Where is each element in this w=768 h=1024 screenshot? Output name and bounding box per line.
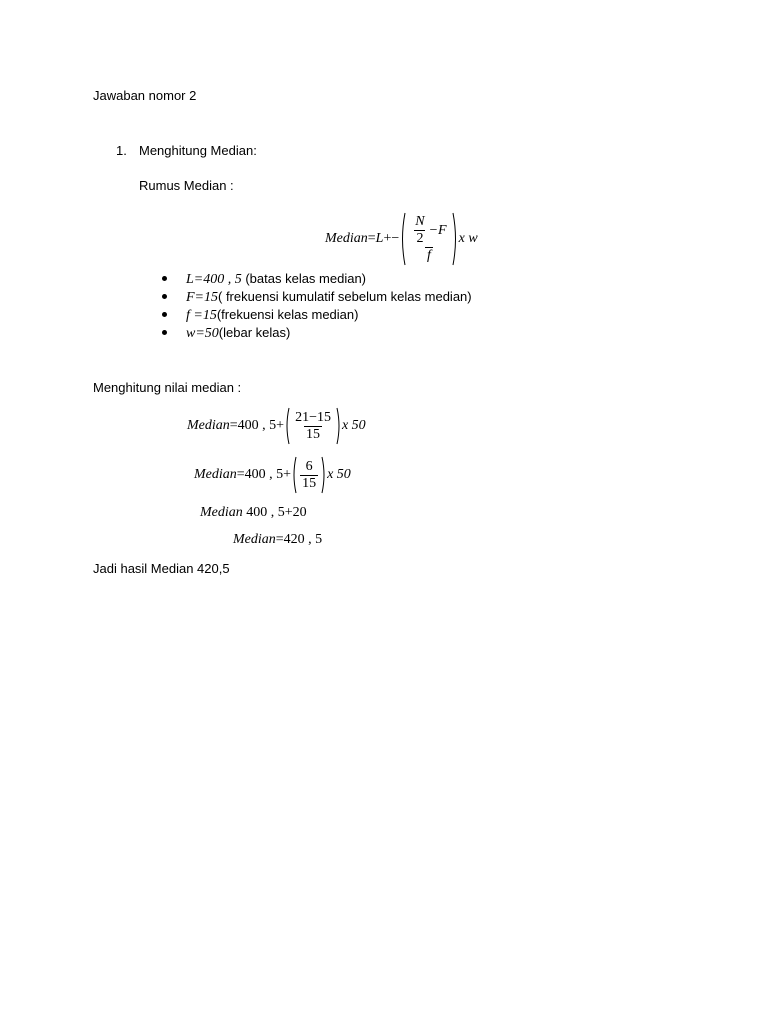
- item-title: Menghitung Median:: [139, 143, 257, 158]
- formula-label: Rumus Median :: [139, 178, 234, 193]
- left-paren: [284, 407, 291, 445]
- formula-plus: +−: [383, 231, 400, 246]
- calc-step-4: [233, 532, 322, 548]
- bullet-text: (frekuensi kelas median): [216, 307, 359, 322]
- step-denominator: 15: [302, 475, 317, 491]
- bullet-text: ( frekuensi kumulatif sebelum kelas median): [218, 289, 472, 304]
- formula-xw: x w: [458, 231, 478, 246]
- left-paren: [291, 456, 298, 494]
- outer-fraction: [409, 214, 448, 264]
- step-rhs: =420 , 5: [275, 532, 323, 547]
- step-post: x 50: [341, 418, 366, 433]
- step-lhs: Median: [200, 505, 243, 520]
- right-paren: [335, 407, 342, 445]
- outer-numerator: [409, 214, 448, 247]
- step-numerator: 6: [305, 458, 313, 474]
- bullet-math: f =15: [186, 308, 217, 323]
- bullet-text: (lebar kelas): [218, 325, 291, 340]
- median-formula: [325, 212, 478, 266]
- formula-lhs: Median: [325, 231, 368, 246]
- bullet-math: L=400 , 5: [186, 272, 242, 287]
- bullet-dot: [162, 330, 167, 335]
- step-fraction: [293, 410, 333, 443]
- step-lhs: Median: [233, 532, 276, 547]
- formula-eq: =: [367, 231, 376, 246]
- step-rhs: =400 , 5+: [229, 418, 285, 433]
- bullet-item-L: [186, 271, 366, 288]
- inner-denominator: 2: [416, 231, 424, 246]
- bullet-math: w=50: [186, 326, 219, 341]
- bullet-item-f: [186, 307, 358, 324]
- step-lhs: Median: [187, 418, 230, 433]
- right-paren: [451, 212, 459, 266]
- heading: Jawaban nomor 2: [93, 88, 197, 103]
- step-lhs: Median: [194, 467, 237, 482]
- calc-step-2: [194, 456, 351, 494]
- inner-numerator: N: [415, 214, 425, 229]
- outer-denominator: f: [426, 248, 431, 263]
- step-rhs: =400 , 5+: [236, 467, 292, 482]
- bullet-item-w: [186, 325, 290, 342]
- left-paren: [399, 212, 407, 266]
- step-denominator: 15: [306, 426, 321, 442]
- step-numerator: 21−15: [295, 409, 331, 425]
- minus-F: −F: [428, 222, 447, 238]
- step-fraction: [300, 459, 318, 492]
- calc-label: Menghitung nilai median :: [93, 380, 242, 395]
- calc-step-3: [200, 505, 307, 521]
- bullet-math: F=15: [186, 290, 218, 305]
- bullet-dot: [162, 294, 167, 299]
- bullet-item-F: [186, 289, 472, 306]
- right-paren: [320, 456, 327, 494]
- calc-step-1: [187, 407, 366, 445]
- bullet-dot: [162, 276, 167, 281]
- step-rhs: 400 , 5+20: [242, 505, 307, 520]
- bullet-text: (batas kelas median): [241, 271, 367, 286]
- inner-fraction: [413, 214, 426, 247]
- formula-L: L: [375, 231, 384, 246]
- list-number: 1.: [116, 143, 127, 158]
- bullet-dot: [162, 312, 167, 317]
- conclusion: Jadi hasil Median 420,5: [93, 561, 230, 576]
- step-post: x 50: [327, 467, 351, 482]
